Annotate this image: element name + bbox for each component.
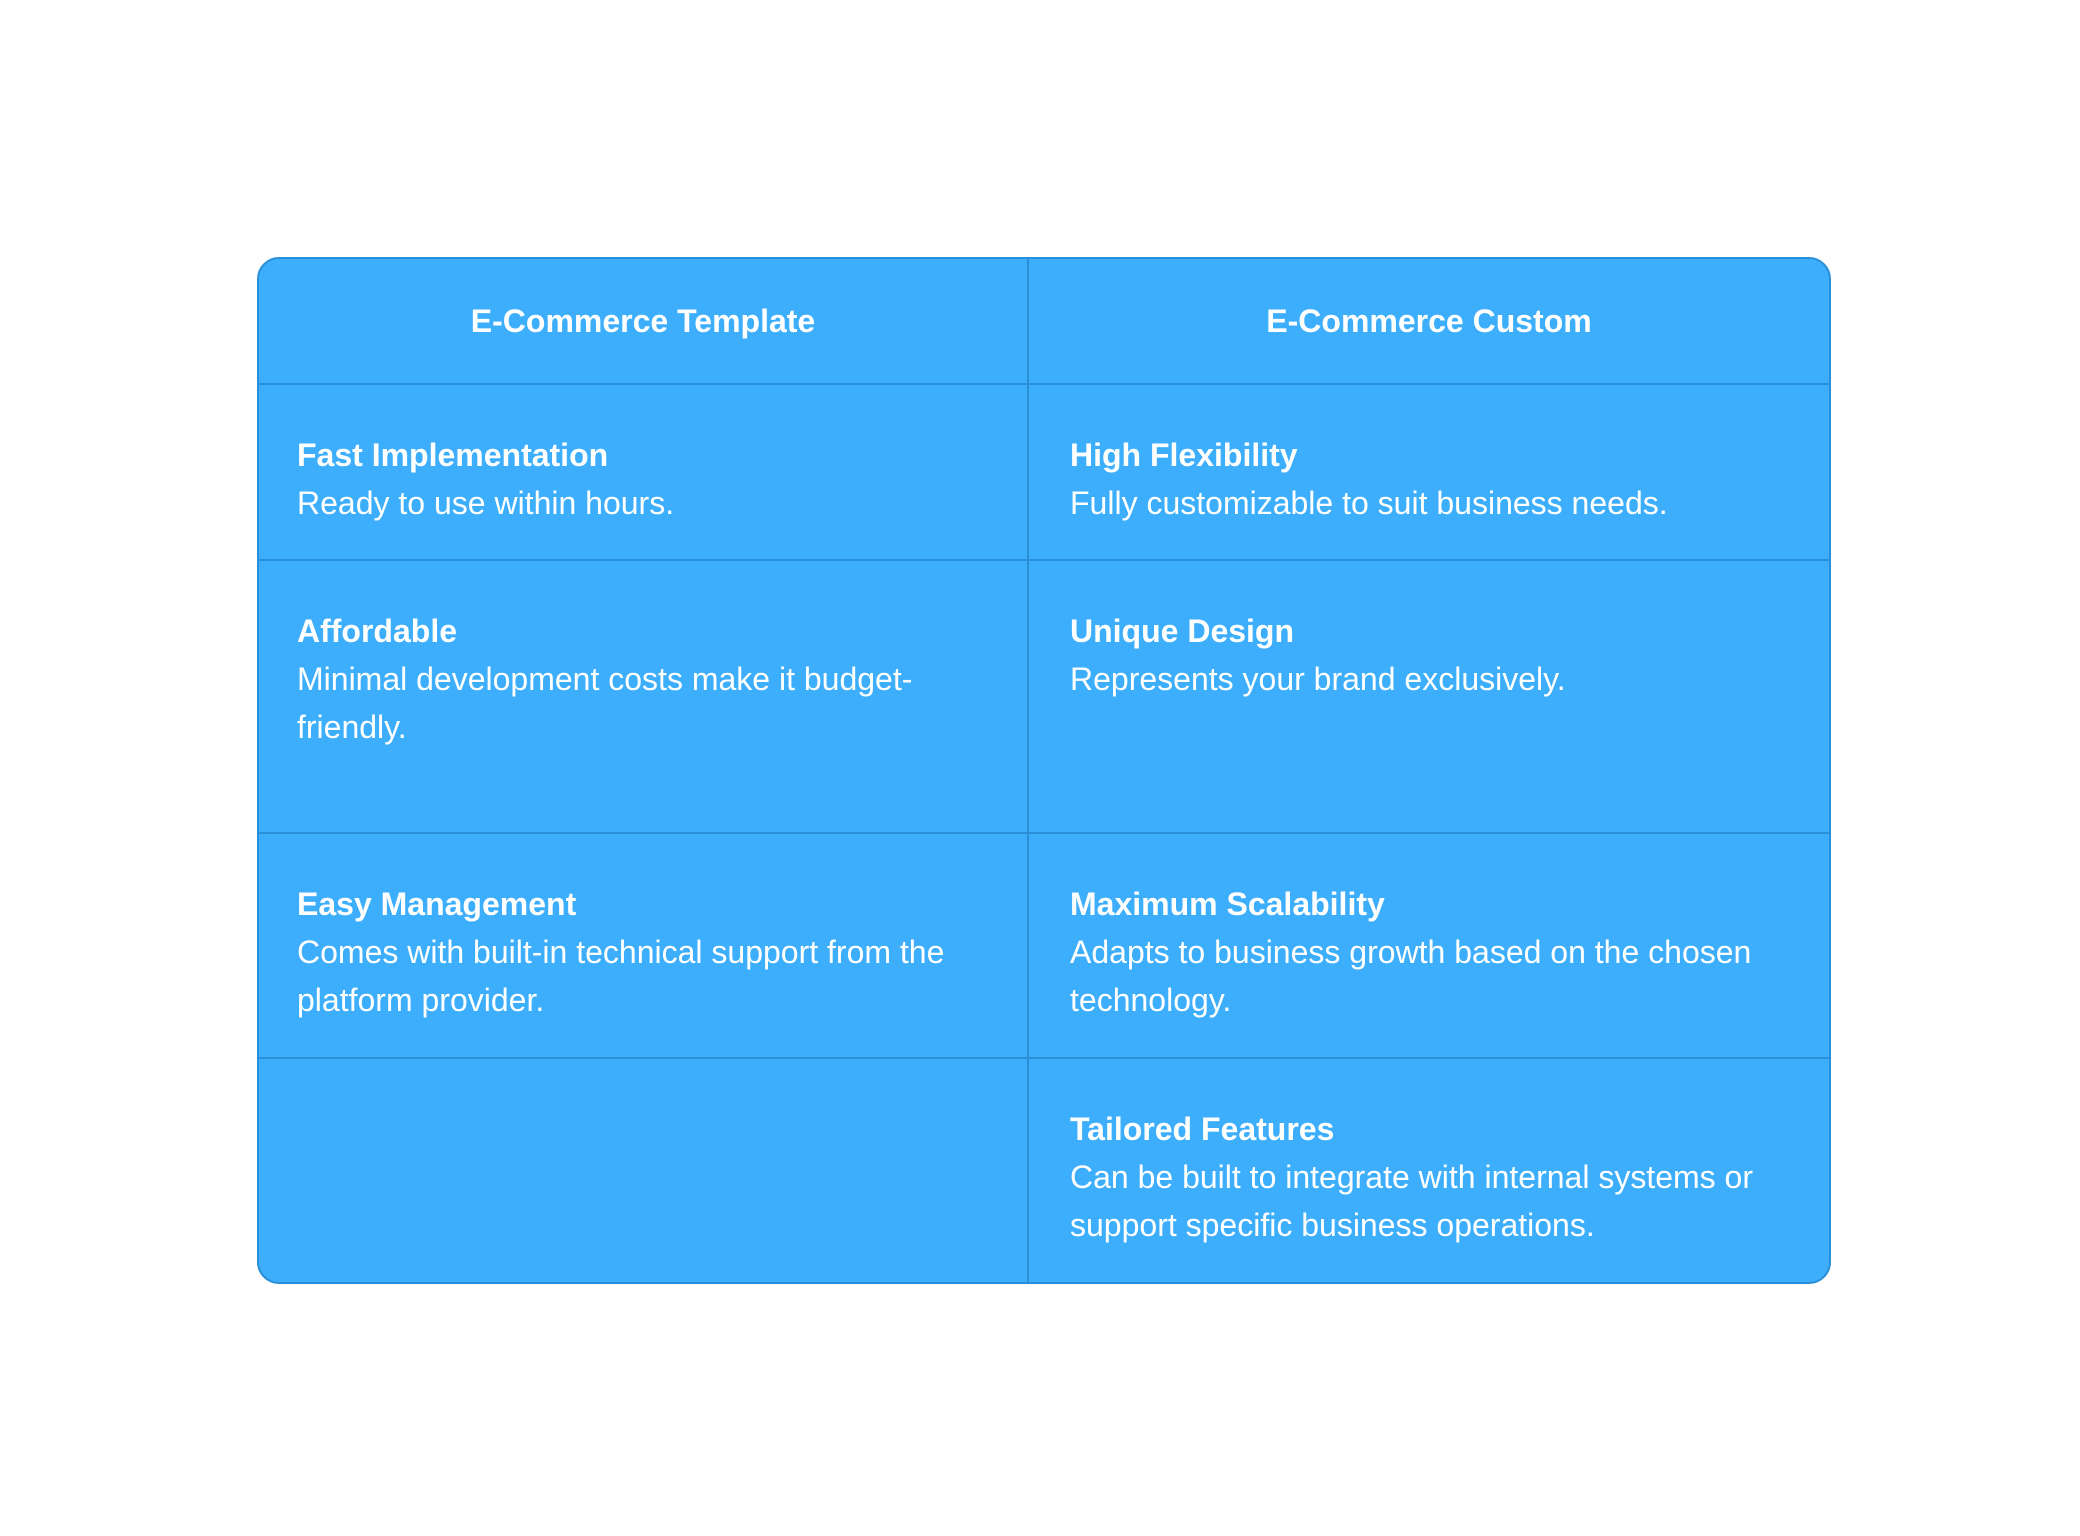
custom-cell [1029,385,1829,561]
header-template [259,259,1029,385]
header-custom-label: E-Commerce Custom [1266,302,1592,339]
cell-description: Represents your brand exclusively. [1070,661,1566,697]
custom-cell [1029,561,1829,834]
custom-cell [1029,834,1829,1059]
cell-description: Can be built to integrate with internal systems or support specific business operations. [1070,1159,1753,1243]
cell-title: Fast Implementation [297,437,609,473]
cell-title: Tailored Features [1070,1111,1335,1147]
cell-description: Minimal development costs make it budget-friendly. [297,661,913,745]
cell-description: Comes with built-in technical support from the platform provider. [297,934,945,1018]
cell-title: Maximum Scalability [1070,886,1385,922]
template-cell [259,834,1029,1059]
header-custom [1029,259,1829,385]
template-cell-empty [259,1059,1029,1282]
cell-title: High Flexibility [1070,437,1298,473]
custom-cell [1029,1059,1829,1282]
cell-title: Unique Design [1070,613,1295,649]
cell-title: Easy Management [297,886,577,922]
template-cell [259,385,1029,561]
comparison-table [257,257,1831,1284]
cell-description: Ready to use within hours. [297,485,675,521]
cell-description: Adapts to business growth based on the chosen technology. [1070,934,1752,1018]
header-template-label: E-Commerce Template [470,302,816,339]
cell-title: Affordable [297,613,457,649]
template-cell [259,561,1029,834]
cell-description: Fully customizable to suit business needs. [1070,485,1668,521]
